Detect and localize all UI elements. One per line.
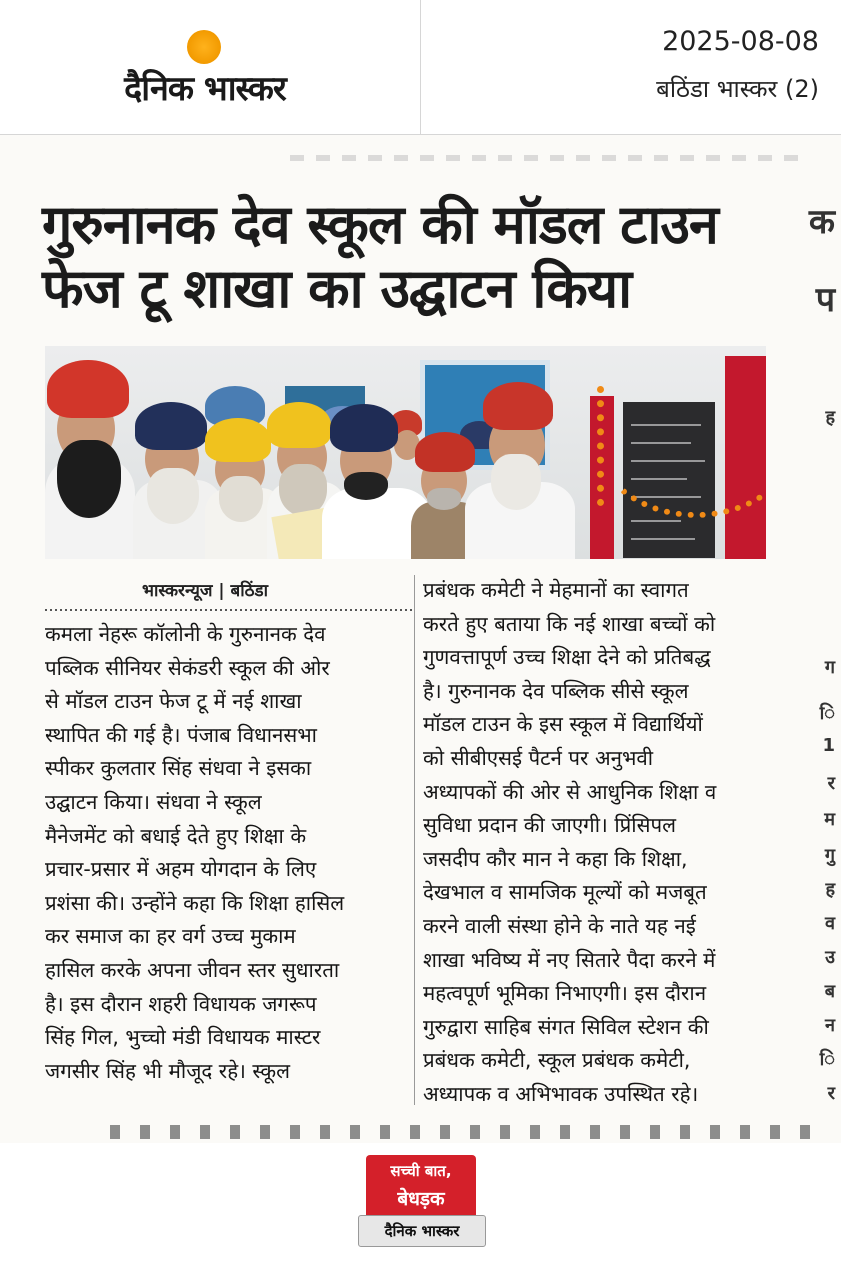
byline-divider: [45, 609, 412, 611]
text-line: पब्लिक सीनियर सेकंडरी स्कूल की ओर: [45, 655, 330, 680]
badge-logo-strip: [358, 1215, 486, 1247]
text-line: से मॉडल टाउन फेज टू में नई शाखा: [45, 689, 302, 714]
text-line: स्पीकर कुलतार सिंह संधवा ने इसका: [45, 756, 312, 781]
article-headline: [42, 193, 782, 321]
article-column-1: [45, 618, 401, 1088]
text-line: कमला नेहरू कॉलोनी के गुरुनानक देव: [45, 622, 326, 646]
article-column-2: [423, 574, 773, 1112]
column-rule: [414, 575, 415, 1105]
text-line: जगसीर सिंह भी मौजूद रहे। स्कूल: [45, 1058, 290, 1083]
text-line: प्रचार-प्रसार में अहम योगदान के लिए: [45, 857, 317, 882]
text-line: है। गुरुनानक देव पब्लिक सीसे स्कूल: [423, 678, 689, 703]
newspaper-clipping: [0, 135, 841, 1143]
cropped-text-strip: [110, 1125, 810, 1139]
text-line: उद्घाटन किया। संधवा ने स्कूल: [45, 789, 262, 814]
edition-date: 2025-08-08: [662, 26, 819, 57]
text-line: सिंह गिल, भुच्चो मंडी विधायक मास्टर: [45, 1025, 321, 1050]
footer: [0, 1143, 841, 1280]
tagline-badge: [358, 1155, 484, 1247]
text-line: गुरुद्वारा साहिब संगत सिविल स्टेशन की: [423, 1014, 709, 1039]
headline-line-1: गुरुनानक देव स्कूल की मॉडल टाउन: [42, 193, 718, 256]
text-line: करने वाली संस्था होने के नाते यह नई: [423, 913, 696, 938]
badge-logo-text: दैनिक भास्कर: [384, 1222, 460, 1240]
text-line: मॉडल टाउन के इस स्कूल में विद्यार्थियों: [423, 712, 703, 737]
text-line: महत्वपूर्ण भूमिका निभाएगी। इस दौरान: [423, 981, 707, 1006]
text-line: प्रशंसा की। उन्होंने कहा कि शिक्षा हासिल: [45, 890, 345, 915]
text-line: गुणवत्तापूर्ण उच्च शिक्षा देने को प्रतिबद्ध: [423, 645, 711, 670]
badge-red-block: [366, 1155, 476, 1221]
adjacent-article-edge: क प ह ग ि 1 र म गु ह व उ ब न ि र: [808, 202, 835, 1104]
header: [0, 0, 841, 135]
text-line: अध्यापकों की ओर से आधुनिक शिक्षा व: [423, 779, 717, 804]
text-line: करते हुए बताया कि नई शाखा बच्चों को: [423, 611, 716, 636]
badge-line-1: सच्ची बात,: [390, 1162, 452, 1180]
text-line: शाखा भविष्य में नए सितारे पैदा करने में: [423, 947, 716, 972]
cropped-text-strip: [290, 155, 800, 161]
edition-name: बठिंडा भास्कर (2): [656, 75, 819, 103]
text-line: हासिल करके अपना जीवन स्तर सुधारता: [45, 957, 340, 982]
header-divider: [420, 0, 421, 134]
text-line: प्रबंधक कमेटी, स्कूल प्रबंधक कमेटी,: [423, 1048, 691, 1073]
logo-text: दैनिक भास्कर: [124, 69, 286, 109]
text-line: कर समाज का हर वर्ग उच्च मुकाम: [45, 924, 296, 949]
article-byline: भास्करन्यूज | बठिंडा: [142, 581, 268, 601]
text-line: सुविधा प्रदान की जाएगी। प्रिंसिपल: [423, 813, 676, 838]
text-line: देखभाल व सामजिक मूल्यों को मजबूत: [423, 880, 707, 905]
dainik-bhaskar-logo: [90, 28, 320, 108]
text-line: प्रबंधक कमेटी ने मेहमानों का स्वागत: [423, 578, 689, 602]
text-line: जसदीप कौर मान ने कहा कि शिक्षा,: [423, 846, 688, 871]
badge-line-2: बेधड़क: [397, 1188, 445, 1210]
text-line: अध्यापक व अभिभावक उपस्थित रहे।: [423, 1081, 699, 1106]
text-line: को सीबीएसई पैटर्न पर अनुभवी: [423, 745, 654, 770]
headline-line-2: फेज टू शाखा का उद्घाटन किया: [42, 257, 632, 320]
sun-icon: [187, 30, 221, 64]
inauguration-photo: [45, 346, 766, 559]
text-line: स्थापित की गई है। पंजाब विधानसभा: [45, 722, 317, 747]
text-line: है। इस दौरान शहरी विधायक जगरूप: [45, 991, 317, 1016]
text-line: मैनेजमेंट को बधाई देते हुए शिक्षा के: [45, 823, 307, 848]
